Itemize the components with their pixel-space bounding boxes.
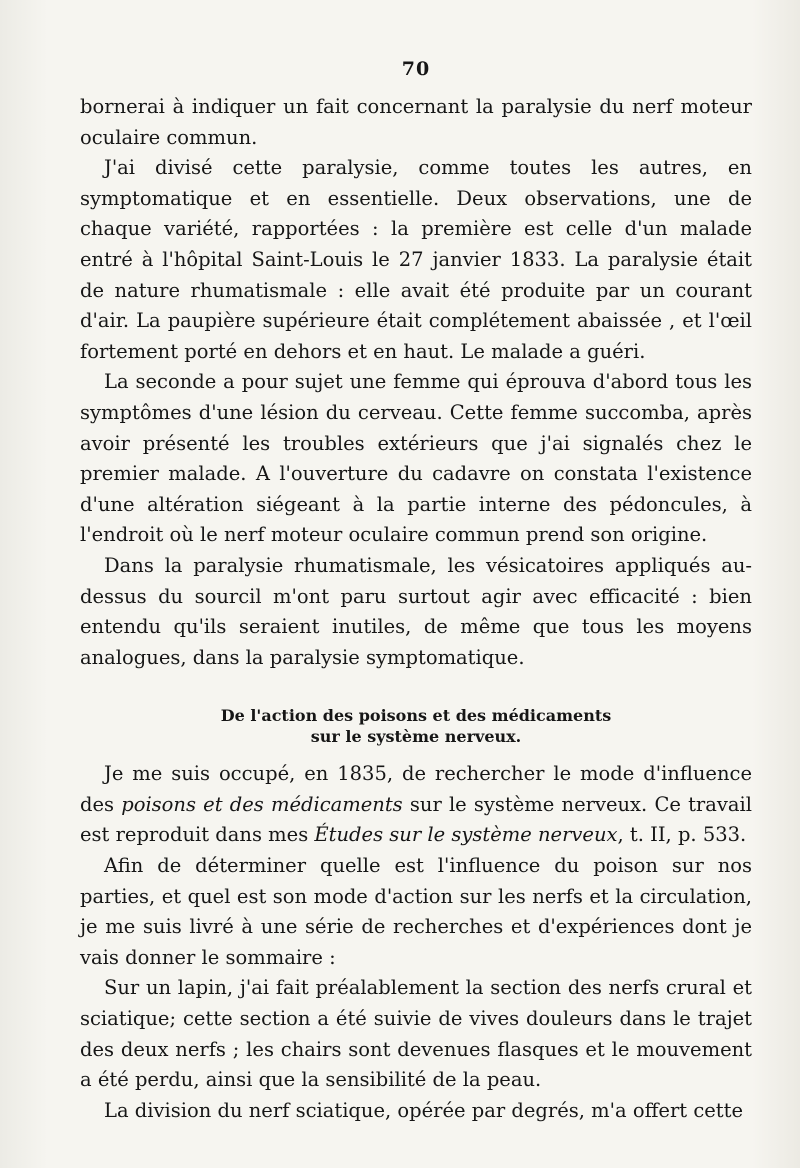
paragraph-7: Sur un lapin, j'ai fait préalablement la section des nerfs crural et sciatique; cette section a été suivie de vives douleurs dans le trajet des deux nerfs ; les chairs sont devenues flasques et le mouvement a été perdu, ainsi que la sensibilité de la peau. [80,976,752,1092]
paragraph-4: Dans la paralysie rhumatismale, les vésicatoires appliqués au-dessus du sourcil m'ont paru surtout agir avec efficacité : bien entendu qu'ils seraient inutiles, de même que tous les moyens analogues, dans la paralysie symptomatique. [80,553,752,669]
paragraph-8: La division du nerf sciatique, opérée par degrés, m'a offert cette [104,1098,744,1122]
paragraph-2: J'ai divisé cette paralysie, comme toutes les autres, en symptomatique et en essentielle. Deux observations, une de chaque variété, rapportées : la première est celle d'un malade entré à l'hôpital Saint-Louis le 27 janvier 1833. La paralysie était de nature rhumatismale : elle avait été produite par un courant d'air. La paupière supérieure était complétement abaissée , et l'œil fortement porté en dehors et en haut. Le malade a guéri. [80,156,752,363]
paragraph-1: bornerai à indiquer un fait concernant la paralysie du nerf moteur oculaire commun. [80,95,752,149]
section-heading-line-2: sur le système nerveux. [310,727,522,747]
intro-text-2: sur le système nerveux. Ce travail est reproduit dans mes [80,792,752,847]
paragraph-intro [80,759,752,851]
intro-text-1: Je me suis occupé, en 1835, de rechercher le mode d'influence des [80,762,752,816]
intro-italic-2: Études sur le système nerveux [314,823,618,847]
paragraph-6: Afin de déterminer quelle est l'influence du poison sur nos parties, et quel est son mode d'action sur les nerfs et la circulation, je me suis livré à une série de recherches et d'expériences dont je vais donner le sommaire : [80,854,752,969]
intro-text-3: , t. II, p. 533. [617,823,747,847]
paragraph-3: La seconde a pour sujet une femme qui éprouva d'abord tous les symptômes d'une lésion du cerveau. Cette femme succomba, après avoir présenté les troubles extérieurs que j'ai signalés chez le premier malade. A l'ouverture du cadavre on constata l'existence d'une altération siégeant à la partie interne des pédoncules, à l'endroit où le nerf moteur oculaire commun prend son origine. [80,370,752,547]
page-number: 70 [401,58,431,80]
section-heading [80,705,752,747]
intro-italic-1: poisons et des médicaments [121,792,403,816]
section-heading-line-1: De l'action des poisons et des médicaments [220,706,612,726]
